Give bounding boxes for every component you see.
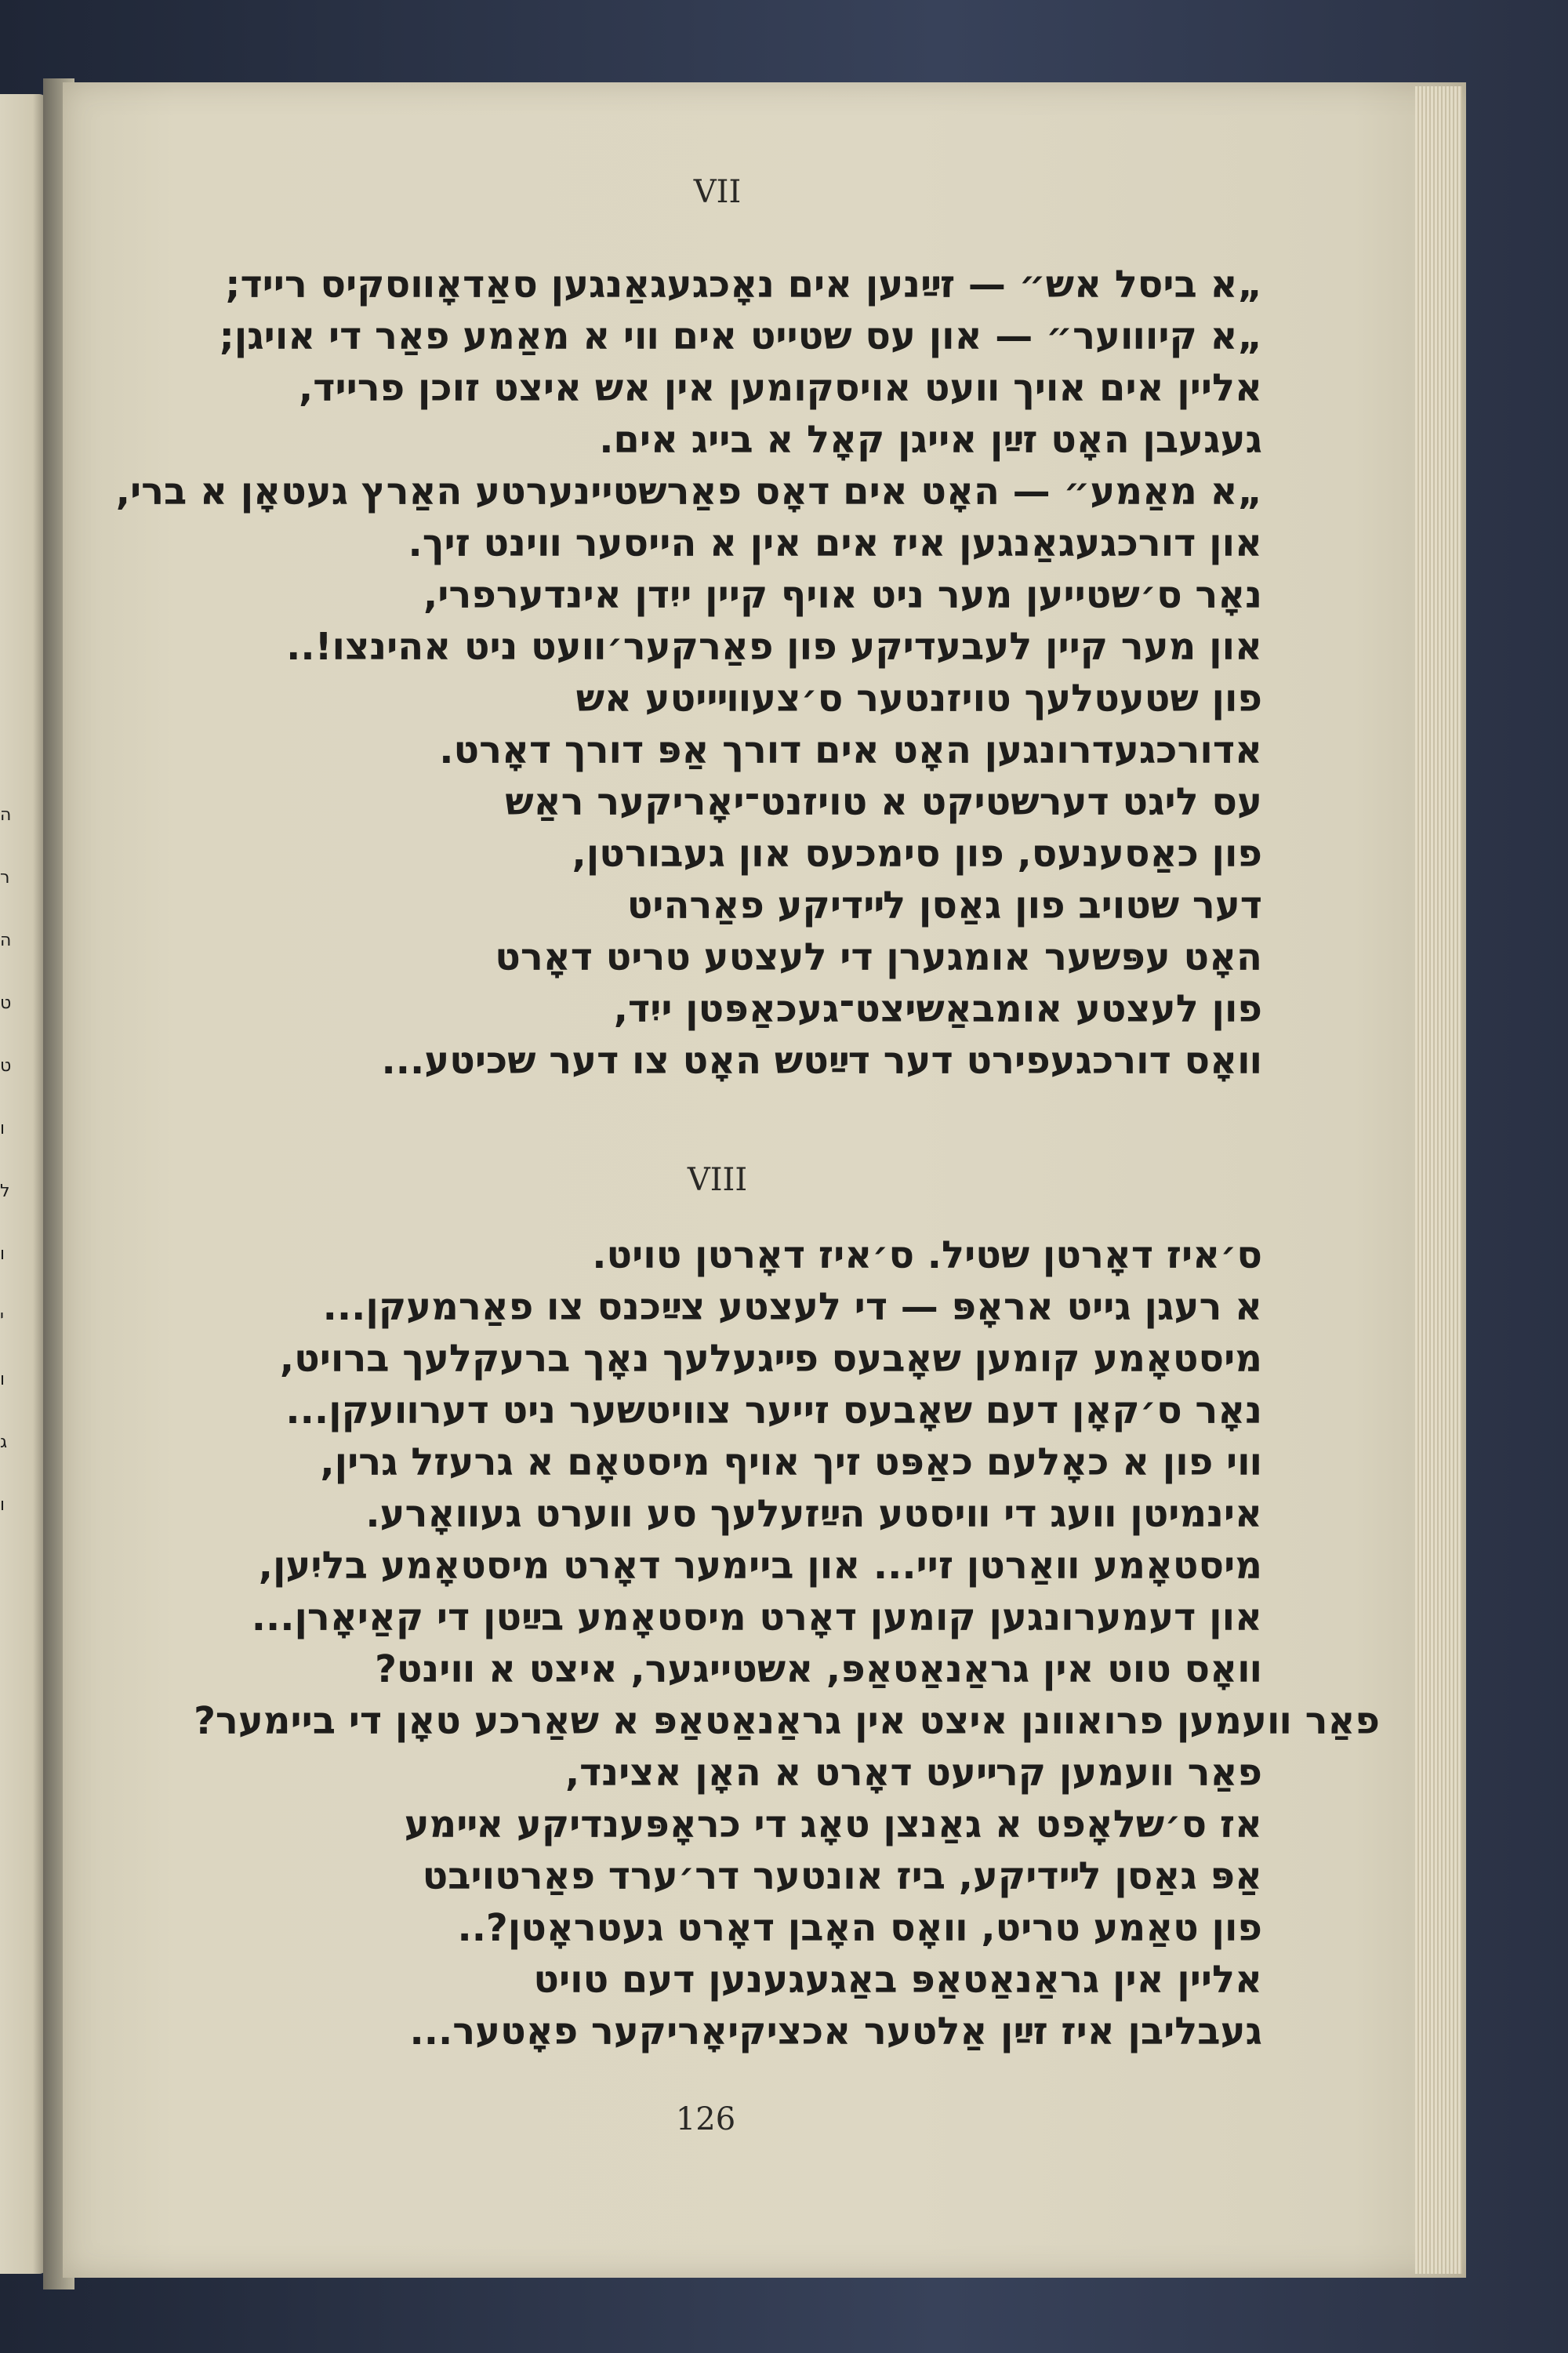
poem-line: אַפּ גאַסן לײדיקע, ביז אונטער דר׳ערד פאַרטויבט (422, 1854, 1262, 1898)
margin-mark: ו (0, 1244, 5, 1264)
poem-line: עס ליגט דערשטיקט א טויזנט־יאָריקער ראַש (505, 780, 1262, 824)
margin-mark: ו (0, 1119, 5, 1138)
margin-mark: י (0, 1307, 4, 1327)
poem-line: מיסטאָמע װאַרטן זיי... און ביימער דאָרט מיסטאָמע בליִען, (258, 1544, 1262, 1588)
poem-line: „א ביסל אש״ — זײַנען אים נאָכגעגאַנגען סאַדאָװסקיס רייד; (225, 263, 1262, 307)
poem-line: פון כאַסענעס, פון סימכעס און געבורטן, (572, 832, 1262, 876)
section-heading-viii: VIII (687, 1162, 748, 1198)
poem-line: און דעמערונגען קומען דאָרט מיסטאָמע בײַטן די קאַיאָרן... (251, 1596, 1262, 1639)
page-stack-edges (1415, 86, 1462, 2274)
poem-line: נאָר ס׳שטייען מער ניט אויף קיין ייִדן אינדערפרי, (423, 573, 1262, 617)
poem-line: מיסטאָמע קומען שאָבעס פײגעלעך נאָך ברעקלעך ברויט, (279, 1337, 1262, 1381)
margin-mark: ו (0, 1370, 5, 1389)
left-margin-marks (0, 784, 16, 2195)
poem-section-vii (115, 259, 1262, 1087)
poem-line: פון טאַמע טריט, װאָס האָבן דאָרט געטראָטן?.. (457, 1906, 1262, 1950)
poem-section-viii (180, 1229, 1380, 2057)
poem-line: האָט עפּשער אומגערן די לעצטע טריט דאָרט (495, 935, 1262, 979)
poem-line: דער שטויב פון גאַסן לײדיקע פאַרהיט (626, 884, 1262, 928)
poem-line: און דורכגעגאַנגען איז אים אין א הייסער װינט זיך. (408, 521, 1262, 565)
poem-line: געבליבן איז זײַן אַלטער אכציקיאָריקער פאָטער... (409, 2010, 1262, 2053)
poem-line: אדורכגעדרונגען האָט אים דורך אַפּ דורך דאָרט. (439, 728, 1262, 772)
poem-line: אליין אים אויך װעט אויסקומען אין אש איצט זוכן פרייד, (299, 366, 1262, 410)
margin-mark: ל (0, 1182, 10, 1201)
poem-line: נאָר ס׳קאָן דעם שאָבעס זייער צװיטשער ניט דערװעקן... (285, 1389, 1262, 1432)
poem-line: אינמיטן װעג די װיסטע הײַזעלעך סע װערט געװאָרע. (365, 1492, 1262, 1536)
poem-line: און מער קיין לעבעדיקע פון פאַרקער׳װעט ניט אהינצו!.. (286, 625, 1262, 669)
margin-mark: ה (0, 805, 12, 825)
poem-line: „א קיוװער״ — און עס שטייט אים װי א מאַמע פאַר די אויגן; (219, 314, 1262, 358)
poem-line: פאַר װעמען קרײעט דאָרט א האָן אצינד, (564, 1751, 1262, 1795)
margin-mark: ט (0, 993, 12, 1013)
poem-line: פון שטעטלעך טויזנטער ס׳צעװײיטע אש (575, 677, 1262, 721)
poem-line: אליין אין גראַנאַטאַפּ באַגעגענען דעם טויט (533, 1958, 1262, 2002)
poem-line: אז ס׳שלאָפט א גאַנצן טאָג די כראָפּענדיקע אײמע (404, 1803, 1262, 1846)
poem-line: װאָס טוט אין גראַנאַטאַפּ, אשטייגער, איצט א װינט? (375, 1647, 1262, 1691)
margin-mark: ט (0, 1056, 12, 1076)
poem-line: װאָס דורכגעפירט דער דײַטש האָט צו דער שכיטע... (381, 1039, 1262, 1083)
section-heading-vii: VII (693, 174, 742, 210)
margin-mark: ה (0, 931, 12, 950)
poem-line: „א מאַמע״ — האָט אים דאָס פאַרשטיינערטע האַרץ געטאָן א ברי, (115, 470, 1262, 514)
poem-line: װי פון א כאָלעם כאַפּט זיך אויף מיסטאָם א גרעזל גרין, (320, 1440, 1262, 1484)
poem-line: א רעגן גייט אראָפּ — די לעצטע צײַכנס צו פאַרמעקן... (322, 1285, 1262, 1329)
poem-line: געגעבן האָט זײַן אייגן קאָל א בייג אים. (599, 418, 1262, 462)
page-number: 126 (675, 2101, 736, 2137)
poem-line: ס׳איז דאָרטן שטיל. ס׳איז דאָרטן טויט. (592, 1233, 1262, 1277)
margin-mark: ו (0, 1495, 5, 1515)
poem-line: פון לעצטע אומבאַשיצט־געכאַפּטן ייִד, (613, 987, 1262, 1031)
margin-mark: ג (0, 1432, 8, 1452)
poem-line: פאַר װעמען פרואװנן איצט אין גראַנאַטאַפּ א שאַרכע טאָן די ביימער? (194, 1699, 1380, 1743)
margin-mark: ר (0, 868, 10, 888)
